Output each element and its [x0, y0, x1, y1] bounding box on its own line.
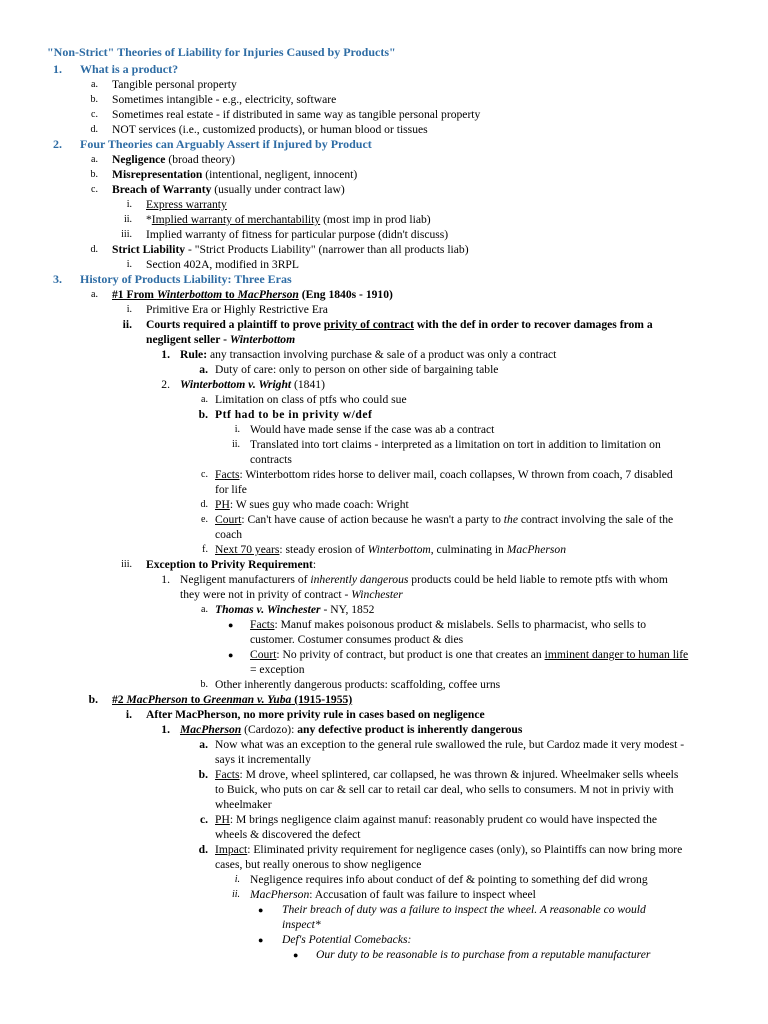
section-number: 1. — [53, 62, 62, 76]
section-title: History of Products Liability: Three Eras — [80, 272, 292, 286]
section-title: What is a product? — [80, 62, 179, 76]
bullet-icon: ● — [293, 950, 299, 960]
bullet-icon: ● — [258, 905, 264, 915]
bullet-icon: ● — [228, 650, 234, 660]
page-title: "Non-Strict" Theories of Liability for Injuries Caused by Products" — [47, 45, 396, 59]
section-title: Four Theories can Arguably Assert if Injured by Product — [80, 137, 372, 151]
bullet-icon: ● — [258, 935, 264, 945]
bullet-icon: ● — [228, 620, 234, 630]
